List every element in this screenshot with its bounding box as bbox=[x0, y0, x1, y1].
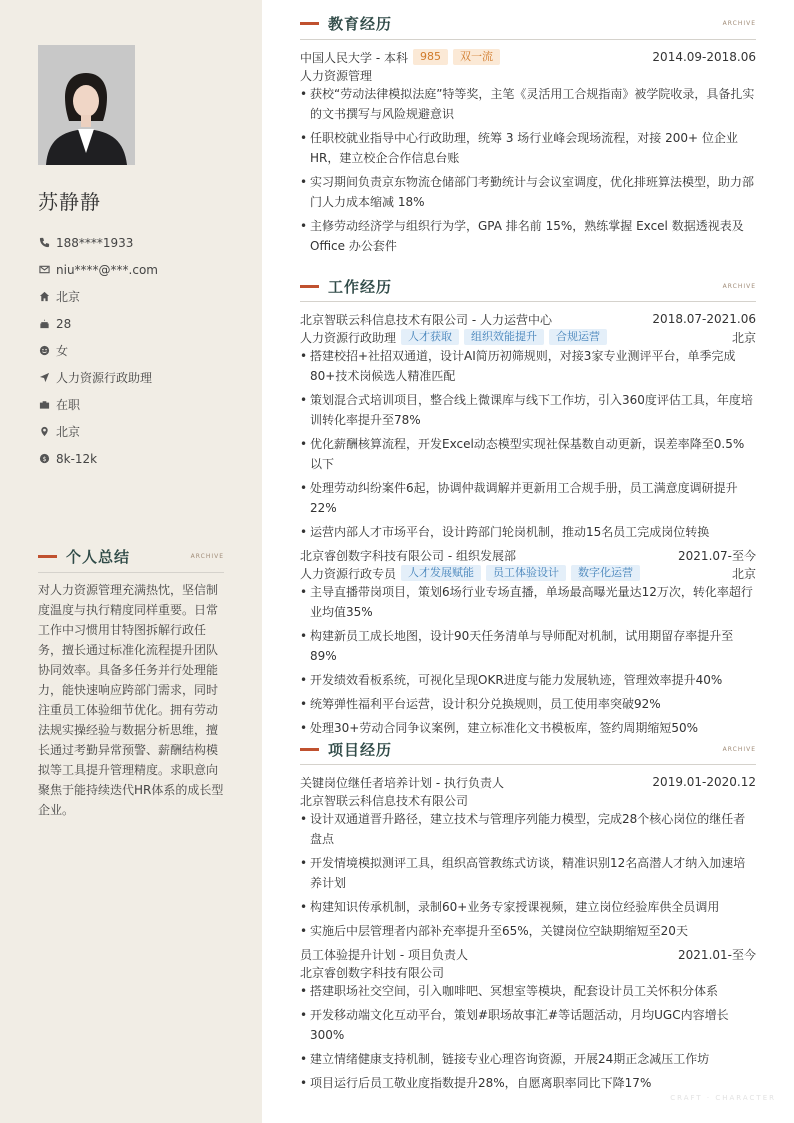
list-item: • 统筹弹性福利平台运营，设计积分兑换规则，员工使用率突破92% bbox=[300, 694, 756, 714]
tag-985: 985 bbox=[413, 49, 448, 65]
education-bullets bbox=[300, 84, 756, 256]
list-item: • 设计双通道晋升路径，建立技术与管理序列能力模型，完成28个核心岗位的继任者盘点 bbox=[300, 809, 756, 849]
project-name: 关键岗位继任者培养计划 - 执行负责人 bbox=[300, 775, 504, 790]
send-icon bbox=[38, 372, 50, 384]
project-divider bbox=[300, 764, 756, 765]
section-accent-bar bbox=[300, 748, 319, 751]
work-item bbox=[300, 546, 756, 738]
status-row bbox=[38, 391, 158, 418]
cake-icon bbox=[38, 318, 50, 330]
list-item: • 构建知识传承机制，录制60+业务专家授课视频，建立岗位经验库供全员调用 bbox=[300, 897, 756, 917]
work-divider bbox=[300, 301, 756, 302]
project-bullets bbox=[300, 981, 756, 1093]
list-item: • 开发情境模拟测评工具，组织高管教练式访谈，精准识别12名高潜人才纳入加速培养计划 bbox=[300, 853, 756, 893]
skill-tag: 数字化运营 bbox=[571, 565, 640, 581]
work-city: 北京 bbox=[731, 330, 756, 345]
map-pin-icon bbox=[38, 426, 50, 438]
list-item: • 开发移动端文化互动平台，策划#职场故事汇#等话题活动，月均UGC内容增长300% bbox=[300, 1005, 756, 1045]
school-name: 中国人民大学 - 本科 bbox=[300, 50, 408, 65]
list-item: • 搭建校招+社招双通道，设计AI简历初筛规则，对接3家专业测评平台，单季完成80+技术岗候选人精准匹配 bbox=[300, 346, 756, 386]
svg-text:$: $ bbox=[41, 454, 47, 463]
avatar-photo bbox=[38, 45, 135, 165]
list-item: • 构建新员工成长地图，设计90天任务清单与导师配对机制，试用期留存率提升至89% bbox=[300, 626, 756, 666]
salary-text: 8k-12k bbox=[56, 451, 98, 466]
money-icon bbox=[38, 453, 50, 465]
company-name: 北京智联云科信息技术有限公司 - 人力运营中心 bbox=[300, 312, 552, 327]
work-header bbox=[300, 276, 756, 297]
status-text: 在职 bbox=[56, 398, 81, 412]
work-date: 2021.07-至今 bbox=[678, 548, 756, 563]
role-row bbox=[300, 564, 756, 582]
project-item bbox=[300, 773, 756, 941]
role-row bbox=[38, 364, 158, 391]
list-item: • 实习期间负责京东物流仓储部门考勤统计与会议室调度，优化排班算法模型，助力部门人力成本缩减 18% bbox=[300, 172, 756, 212]
face-icon bbox=[38, 345, 50, 357]
summary-title: 个人总结 bbox=[66, 548, 131, 566]
section-accent-bar bbox=[38, 555, 57, 558]
skill-tag: 人才获取 bbox=[401, 329, 459, 345]
project-name: 员工体验提升计划 - 项目负责人 bbox=[300, 947, 468, 962]
age-row bbox=[38, 310, 158, 337]
project-title-row bbox=[300, 773, 756, 791]
list-item: • 开发绩效看板系统，可视化呈现OKR进度与能力发展轨迹，管理效率提升40% bbox=[300, 670, 756, 690]
archive-label: ARCHIVE bbox=[722, 20, 756, 27]
project-company: 北京智联云科信息技术有限公司 bbox=[300, 793, 469, 808]
summary-divider bbox=[38, 572, 224, 573]
role-row bbox=[300, 328, 756, 346]
project-company-row bbox=[300, 963, 756, 981]
archive-label: ARCHIVE bbox=[722, 746, 756, 753]
sidebar bbox=[0, 0, 262, 1123]
project-title-row bbox=[300, 945, 756, 963]
major-row bbox=[300, 66, 756, 84]
education-title-row bbox=[300, 48, 756, 66]
city-row bbox=[38, 418, 158, 445]
summary-header bbox=[38, 546, 224, 567]
list-item: • 处理30+劳动合同争议案例，建立标准化文书模板库，签约周期缩短50% bbox=[300, 718, 756, 738]
candidate-name: 苏静静 bbox=[38, 190, 101, 214]
list-item: • 策划混合式培训项目，整合线上微课库与线下工作坊，引入360度评估工具，年度培训转化率提升至78% bbox=[300, 390, 756, 430]
work-title-row bbox=[300, 310, 756, 328]
section-accent-bar bbox=[300, 285, 319, 288]
project-company: 北京睿创数字科技有限公司 bbox=[300, 965, 445, 980]
section-accent-bar bbox=[300, 22, 319, 25]
skill-tag: 合规运营 bbox=[549, 329, 607, 345]
project-date: 2021.01-至今 bbox=[678, 947, 756, 962]
skill-tag: 组织效能提升 bbox=[464, 329, 544, 345]
project-bullets bbox=[300, 809, 756, 941]
education-title: 教育经历 bbox=[328, 15, 393, 33]
list-item: • 优化薪酬核算流程，开发Excel动态模型实现社保基数自动更新，误差率降至0.5%以下 bbox=[300, 434, 756, 474]
project-block bbox=[300, 773, 756, 1097]
work-city: 北京 bbox=[731, 566, 756, 581]
work-date: 2018.07-2021.06 bbox=[652, 312, 756, 326]
work-bullets bbox=[300, 582, 756, 738]
education-divider bbox=[300, 39, 756, 40]
email-text: niu****@***.com bbox=[56, 262, 158, 277]
project-item bbox=[300, 945, 756, 1093]
education-block bbox=[300, 48, 756, 260]
project-date: 2019.01-2020.12 bbox=[652, 775, 756, 789]
list-item: • 主修劳动经济学与组织行为学，GPA 排名前 15%，熟练掌握 Excel 数据透视表及 Office 办公套件 bbox=[300, 216, 756, 256]
work-block bbox=[300, 310, 756, 742]
archive-label: ARCHIVE bbox=[722, 283, 756, 290]
summary-text: 对人力资源管理充满热忱，坚信制度温度与执行精度同样重要。日常工作中习惯用甘特图拆解行政任务，擅长通过标准化流程提升团队协同效率。具备多任务并行处理能力，能快速响应跨部门需求，同时注重员工体验细节优化。拥有劳动法规实操经验与数据分析思维，擅长通过考勤异常预警、薪酬结构模拟等工具提升管理精度。求职意向聚焦于能持续迭代HR体系的成长型企业。 bbox=[38, 583, 224, 817]
skill-tag: 人才发展赋能 bbox=[401, 565, 481, 581]
tag-double-first-class: 双一流 bbox=[453, 49, 500, 65]
briefcase-icon bbox=[38, 399, 50, 411]
salary-row bbox=[38, 445, 158, 472]
project-title: 项目经历 bbox=[328, 741, 393, 759]
phone-text: 188****1933 bbox=[56, 235, 134, 250]
project-company-row bbox=[300, 791, 756, 809]
footer-watermark: CRAFT · CHARACTER bbox=[670, 1094, 776, 1102]
list-item: • 获校“劳动法律模拟法庭”特等奖，主笔《灵活用工合规指南》被学院收录，具备扎实的文书撰写与风险规避意识 bbox=[300, 84, 756, 124]
list-item: • 处理劳动纠纷案件6起，协调仲裁调解并更新用工合规手册，员工满意度调研提升22% bbox=[300, 478, 756, 518]
target-role-text: 人力资源行政助理 bbox=[56, 371, 153, 385]
work-title: 工作经历 bbox=[328, 278, 393, 296]
list-item: • 任职校就业指导中心行政助理，统筹 3 场行业峰会现场流程，对接 200+ 位企业 HR，建立校企合作信息台账 bbox=[300, 128, 756, 168]
work-bullets bbox=[300, 346, 756, 542]
location-text: 北京 bbox=[56, 290, 81, 304]
contact-info bbox=[38, 229, 158, 472]
mail-icon bbox=[38, 264, 50, 276]
gender-text: 女 bbox=[56, 344, 69, 358]
list-item: • 建立情绪健康支持机制，链接专业心理咨询资源，开展24期正念减压工作坊 bbox=[300, 1049, 756, 1069]
education-header bbox=[300, 13, 756, 34]
work-item bbox=[300, 310, 756, 542]
gender-row bbox=[38, 337, 158, 364]
phone-row bbox=[38, 229, 158, 256]
work-title-row bbox=[300, 546, 756, 564]
skill-tag: 员工体验设计 bbox=[486, 565, 566, 581]
target-city-text: 北京 bbox=[56, 425, 81, 439]
role-text: 人力资源行政专员 bbox=[300, 566, 397, 581]
archive-label: ARCHIVE bbox=[190, 553, 224, 560]
company-name: 北京睿创数字科技有限公司 - 组织发展部 bbox=[300, 548, 516, 563]
age-text: 28 bbox=[56, 316, 72, 331]
list-item: • 实施后中层管理者内部补充率提升至65%，关键岗位空缺期缩短至20天 bbox=[300, 921, 756, 941]
list-item: • 搭建职场社交空间，引入咖啡吧、冥想室等模块，配套设计员工关怀积分体系 bbox=[300, 981, 756, 1001]
list-item: • 运营内部人才市场平台，设计跨部门轮岗机制，推动15名员工完成岗位转换 bbox=[300, 522, 756, 542]
project-header bbox=[300, 739, 756, 760]
list-item: • 主导直播带岗项目，策划6场行业专场直播，单场最高曝光量达12万次，转化率超行业均值35% bbox=[300, 582, 756, 622]
home-icon bbox=[38, 291, 50, 303]
location-row bbox=[38, 283, 158, 310]
major-text: 人力资源管理 bbox=[300, 68, 373, 83]
list-item: • 项目运行后员工敬业度指数提升28%，自愿离职率同比下降17% bbox=[300, 1073, 756, 1093]
role-text: 人力资源行政助理 bbox=[300, 330, 397, 345]
education-date: 2014.09-2018.06 bbox=[652, 50, 756, 64]
email-row bbox=[38, 256, 158, 283]
phone-icon bbox=[38, 237, 50, 249]
